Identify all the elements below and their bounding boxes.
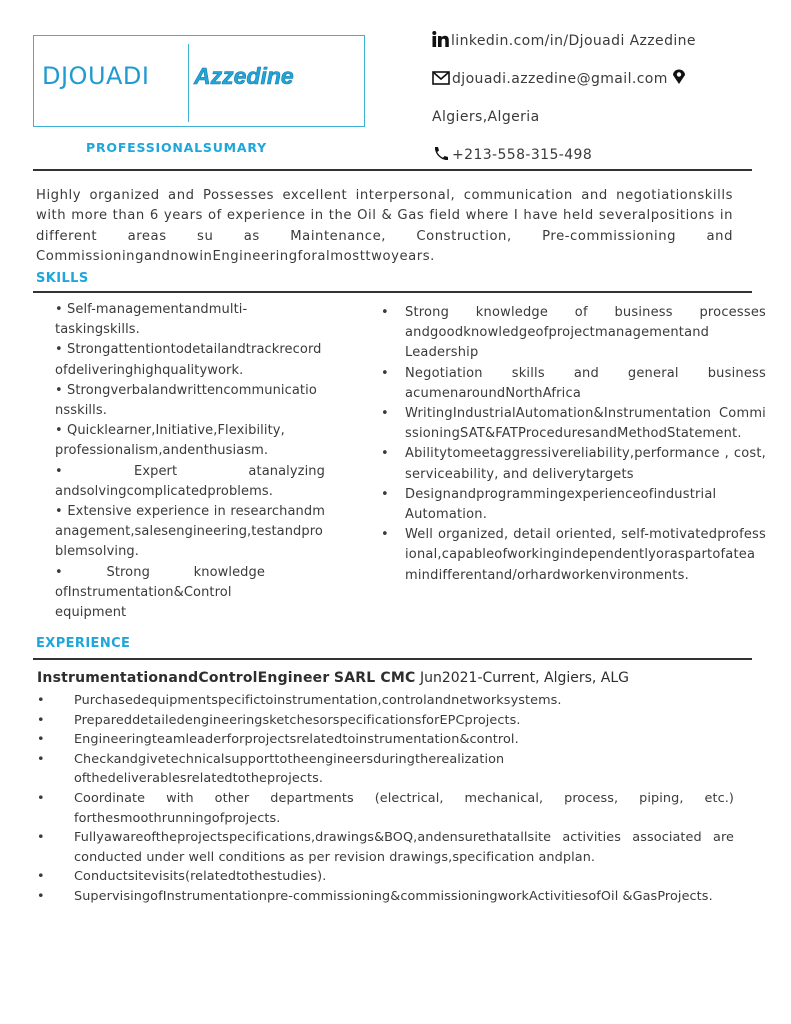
bullet: • — [381, 446, 389, 462]
experience-item: • Conductsitevisits(relatedtothestudies). — [37, 867, 734, 887]
experience-heading: EXPERIENCE — [36, 636, 131, 651]
bullet: • — [37, 830, 45, 846]
last-name: DJOUADI — [42, 62, 150, 90]
skill-item: • WritingIndustrialAutomation&Instrumentation CommissioningSAT&FATProceduresandMethodStatement. — [381, 406, 766, 442]
experience-item: • PrepareddetailedengineeringsketchesorspecificationsforEPCprojects. — [37, 711, 734, 731]
name-box — [33, 35, 365, 127]
bullet: • — [37, 888, 45, 904]
job-period: Jun2021-Current, Algiers, ALG — [419, 670, 630, 686]
experience-item: • SupervisingofInstrumentationpre-commissioning&commissioningworkActivitiesofOil &GasProjects. — [37, 887, 714, 907]
skills-left-column — [55, 300, 325, 623]
bullet: • — [381, 305, 389, 320]
skill-item: • Strong knowledge of business processes andgoodknowledgeofprojectmanagementand Leadership — [381, 305, 766, 361]
contact-linkedin[interactable] — [432, 31, 696, 49]
skill-item: • Strongattentiontodetailandtrackrecordofdeliveringhighqualitywork. — [55, 342, 322, 378]
linkedin-icon — [432, 31, 449, 47]
skill-item: • Strongverbalandwrittencommunicationsskills. — [55, 382, 317, 419]
bullet: • — [37, 869, 45, 885]
skills-rule — [33, 291, 752, 293]
bullet: • — [381, 406, 389, 422]
skill-item: • Designandprogrammingexperienceofindustrial Automation. — [381, 486, 717, 523]
experience-item: • Checkandgivetechnicalsupporttotheengineersduringtherealization ofthedeliverablesrelatedtotheprojects. — [37, 751, 505, 787]
company-name: SARL CMC — [333, 670, 416, 686]
bullet: • — [381, 486, 389, 502]
professional-summary-text: Highly organized and Possesses excellent interpersonal, communication and negotiationskills with more than 6 years of experience in the Oil & Gas field where I have held severalpositions in different areas su as Maintenance, Construction, Pre-commissioning and CommissioningandnowinEngineeringforalmosttwoyears. — [36, 188, 733, 264]
envelope-icon — [432, 71, 450, 85]
bullet: • — [37, 712, 45, 728]
contact-email[interactable] — [432, 69, 690, 87]
name-divider — [188, 44, 189, 122]
bullet: • — [37, 693, 45, 708]
experience-item: • Coordinate with other departments (electrical, mechanical, process, piping, etc.) forthesmoothrunningofprojects. — [37, 790, 734, 826]
contact-location: Algiers,Algeria — [432, 109, 540, 125]
header-rule — [33, 169, 752, 171]
phone-number: +213-558-315-498 — [452, 147, 593, 163]
skill-item: • Well organized, detail oriented, self-motivatedprofessional,capableofworkingindependentlyoraspartofateamindifferentand/orhardworkenvironments. — [381, 527, 766, 583]
job-title: InstrumentationandControlEngineer — [37, 670, 330, 686]
experience-list — [37, 691, 734, 907]
contact-phone[interactable] — [432, 146, 592, 163]
experience-rule — [33, 658, 752, 660]
bullet: • — [381, 365, 389, 381]
first-name: Azzedine — [194, 63, 294, 89]
professional-summary-heading: PROFESSIONALSUMARY — [86, 140, 267, 155]
bullet: • — [37, 790, 45, 806]
phone-icon — [432, 146, 450, 161]
skill-item: • Expert atanalyzing andsolvingcomplicatedproblems. — [55, 463, 325, 499]
job-header — [37, 670, 629, 686]
skills-right-column — [381, 303, 766, 586]
bullet: • — [37, 732, 45, 748]
experience-item: • Fullyawareoftheprojectspecifications,drawings&BOQ,andensurethatallsite activities associated are conducted under well conditions as per revision drawings,specification andplan. — [37, 830, 734, 865]
experience-item: • Purchasedequipmentspecifictoinstrumentation,controlandnetworksystems. — [37, 691, 734, 711]
skill-item: • Quicklearner,Initiative,Flexibility, professionalism,andenthusiasm. — [55, 423, 285, 459]
bullet: • — [381, 527, 389, 543]
experience-item: • Engineeringteamleaderforprojectsrelatedtoinstrumentation&control. — [37, 730, 734, 750]
bullet: • — [37, 751, 45, 767]
skills-heading: SKILLS — [36, 271, 89, 286]
skill-item: • Abilitytomeetaggressivereliability,performance , cost, serviceability, and deliverytargets — [381, 446, 766, 482]
skill-item: • Negotiation skills and general business acumenaroundNorthAfrica — [381, 365, 766, 401]
linkedin-url: linkedin.com/in/Djouadi Azzedine — [451, 33, 696, 49]
skill-item: • Extensive experience in researchandmanagement,salesengineering,testandproblemsolving. — [55, 504, 325, 560]
skill-item: • Strong knowledge ofInstrumentation&Control equipment — [55, 564, 265, 621]
skill-item: • Self-managementandmulti-taskingskills. — [55, 302, 248, 338]
location-pin-icon — [670, 69, 688, 84]
email-address: djouadi.azzedine@gmail.com — [452, 71, 668, 87]
